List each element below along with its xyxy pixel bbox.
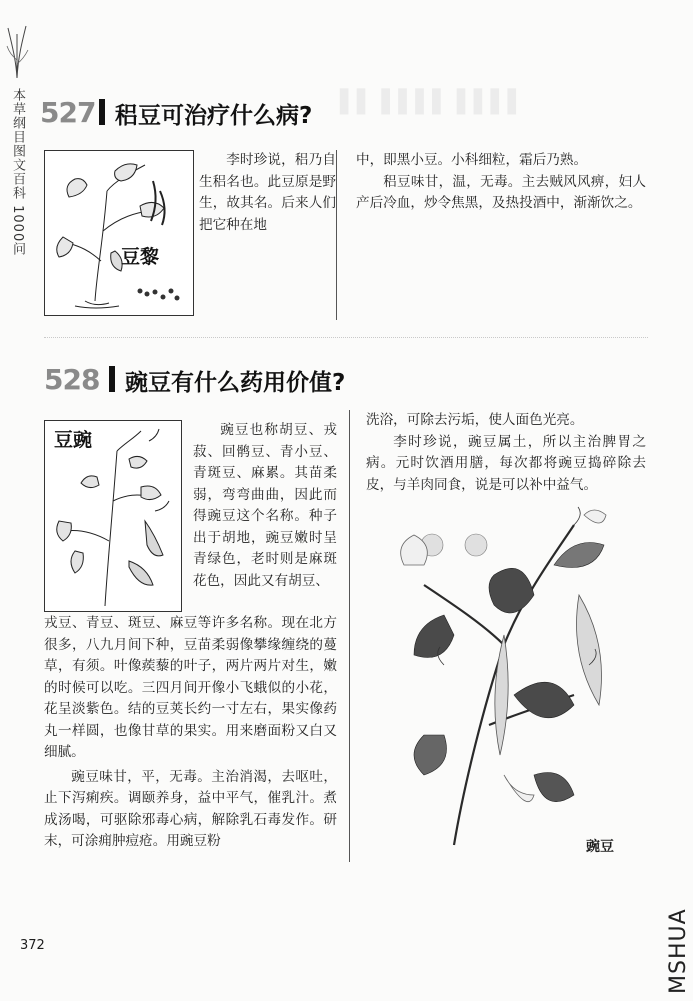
question-528-bar [109, 366, 115, 392]
question-528-left-para-2: 豌豆味甘，平，无毒。主治消渴，去呕吐，止下泻痢疾。调颐养身，益中平气，催乳汁。煮成汤喝，可驱除邪毒心病，解除乳石毒发作。研末，可涂痈肿痘疮。用豌豆粉 [44, 768, 337, 849]
question-528-right-para-1: 洗浴，可除去污垢，使人面色光亮。 [366, 412, 584, 428]
soybean-plant-drawing [45, 151, 193, 315]
question-528-illustration-label: 豆豌 [54, 429, 93, 451]
header-bleed-through: ▌▌ ▌▌▌▌ ▌▌▌▌ [340, 90, 525, 115]
grass-sprig-icon [4, 20, 30, 80]
section-divider [44, 337, 648, 338]
question-528-title: 豌豆有什么药用价值? [125, 370, 346, 396]
pea-botanical-illustration [384, 505, 624, 865]
question-527-right-text [356, 150, 646, 215]
question-528-right-text [366, 410, 646, 496]
question-527-right-para-2: 稆豆味甘，温，无毒。主去贼风风痹，妇人产后冷血，炒令焦黑，及热投酒中，渐渐饮之。 [356, 173, 646, 211]
question-527-illustration-label: 豆黎 [121, 246, 160, 268]
question-527-left-text: 李时珍说，稆乃自生稆名也。此豆原是野生，故其名。后来人们把它种在地 [199, 152, 336, 233]
question-527-right-para-1: 中，即黑小豆。小科细粒，霜后乃熟。 [356, 152, 588, 168]
question-527-bar [99, 99, 105, 125]
question-528-right-para-2: 李时珍说，豌豆属土，所以主治脾胃之病。元时饮酒用膳，每次都将豌豆捣碎除去皮，与羊肉同食，说是可以补中益气。 [366, 433, 646, 493]
pea-caption: 豌豆 [586, 839, 614, 855]
column-divider-527 [336, 150, 337, 320]
question-528-intro-text: 豌豆也称胡豆、戎菽、回鹘豆、青小豆、青斑豆、麻累。其苗柔弱，弯弯曲曲，因此而得豌豆这个名称。种子出于胡地，豌豆嫩时呈青绿色，老时则是麻斑花色，因此又有胡豆、 [193, 422, 337, 589]
question-527-title: 稆豆可治疗什么病? [115, 103, 313, 129]
question-527-number: 527 [40, 96, 96, 129]
column-divider-528 [349, 410, 350, 862]
page-number: 372 [20, 938, 45, 953]
question-528-left-text [44, 613, 337, 853]
question-527-illustration [44, 150, 194, 316]
question-528-left-continuation: 戎豆、青豆、斑豆、麻豆等许多名称。现在北方很多，八九月间下种，豆苗柔弱像攀缘缠绕的蔓草，有须。叶像蒺藜的叶子，两片两片对生，嫩的时候可以吃。三四月间开像小飞蛾似的小花，花呈淡紫色。结的豆荚长约一寸左右，果实像药丸一样圆，也像甘草的果实。用来磨面粉又白又细腻。 [44, 615, 337, 760]
watermark: MSHUA [666, 908, 691, 994]
series-title: 本草纲目图文百科 1000问 [10, 88, 25, 257]
question-528-number: 528 [44, 363, 100, 396]
